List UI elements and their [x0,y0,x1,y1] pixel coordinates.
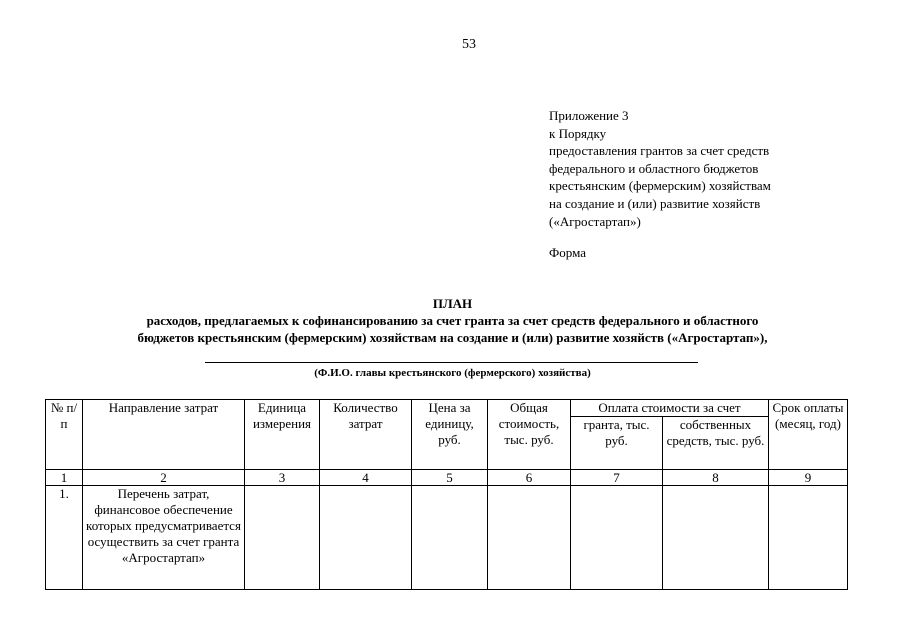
column-number: 3 [245,470,320,486]
column-number: 2 [83,470,245,486]
header-term: Срок оплаты (месяц, год) [769,400,848,470]
appendix-line: крестьянским (фермерским) хозяйствам [549,178,771,194]
row-own-funds [663,486,769,590]
header-quantity: Количество затрат [320,400,412,470]
expense-plan-table [45,399,848,590]
column-number: 4 [320,470,412,486]
header-own-funds: собственных средств, тыс. руб. [663,417,769,470]
appendix-line: федерального и областного бюджетов [549,160,759,176]
document-title: ПЛАН [432,296,473,311]
row-quantity [320,486,412,590]
appendix-line: на создание и (или) развитие хозяйств [549,195,761,211]
column-number: 6 [488,470,571,486]
appendix-line: предоставления грантов за счет средств [549,143,770,159]
header-total: Общая стоимость, тыс. руб. [488,400,571,470]
appendix-line: («Агростартап») [549,213,641,229]
table-row [46,486,848,590]
header-num: № п/п [46,400,83,470]
column-number: 1 [46,470,83,486]
row-price [412,486,488,590]
header-payment-group: Оплата стоимости за счет [571,400,769,417]
header-unit: Единица измерения [245,400,320,470]
row-grant [571,486,663,590]
appendix-line: к Порядку [549,125,607,141]
appendix-line: Приложение 3 [549,108,629,123]
title-line-1: расходов, предлагаемых к софинансированию за счет гранта за счет средств федерального и областного [146,313,759,328]
header-grant: гранта, тыс. руб. [571,417,663,470]
column-number-row [46,470,848,486]
column-number: 7 [571,470,663,486]
appendix-block [549,107,771,230]
header-direction: Направление затрат [83,400,245,470]
row-direction: Перечень затрат, финансовое обеспечение которых предусматривается осуществить за счет гранта «Агростартап» [83,486,245,590]
page-number: 53 [462,37,476,52]
title-line-2: бюджетов крестьянским (фермерским) хозяйствам на создание и (или) развитие хозяйств («Агростартап»), [137,330,768,345]
row-term [769,486,848,590]
title-block [40,295,865,346]
column-number: 9 [769,470,848,486]
row-num: 1. [46,486,83,590]
row-unit [245,486,320,590]
header-price: Цена за единицу, руб. [412,400,488,470]
row-total [488,486,571,590]
fio-caption: (Ф.И.О. главы крестьянского (фермерского) хозяйства) [314,367,591,379]
column-number: 8 [663,470,769,486]
form-label: Форма [549,245,586,260]
fio-underline [205,362,698,363]
column-number: 5 [412,470,488,486]
